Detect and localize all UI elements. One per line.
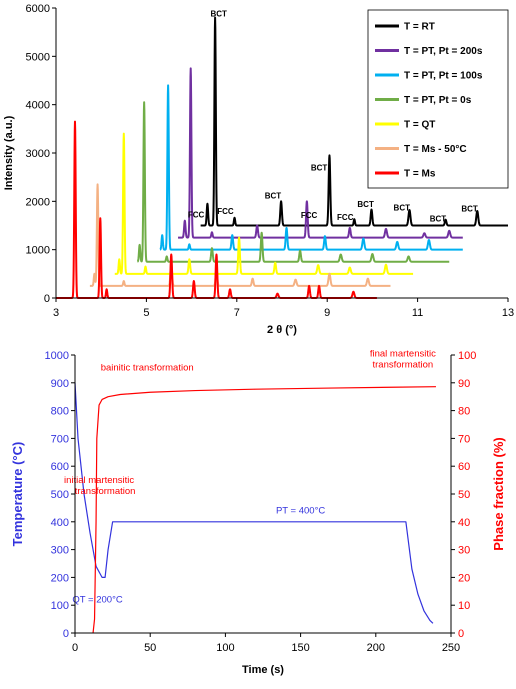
ht-right-tick-label: 40 bbox=[458, 516, 471, 529]
ht-right-axis-label: Phase fraction (%) bbox=[491, 437, 506, 551]
ht-right-tick-label: 100 bbox=[458, 350, 477, 362]
ht-x-tick-label: 0 bbox=[71, 642, 79, 654]
ht-right-tick-label: 80 bbox=[458, 405, 471, 418]
ht-right-tick-label: 20 bbox=[458, 572, 471, 585]
xrd-peak-label: BCT bbox=[310, 163, 328, 173]
ht-left-tick-label: 400 bbox=[50, 516, 69, 529]
xrd-y-ticks bbox=[26, 3, 56, 305]
ht-left-axis-label: Temperature (°C) bbox=[10, 441, 25, 547]
legend-label: T = PT, Pt = 0s bbox=[404, 95, 472, 106]
ht-left-tick-label: 200 bbox=[50, 572, 69, 585]
ht-right-ticks bbox=[451, 350, 476, 640]
ht-annotation: PT = 400°C bbox=[275, 505, 326, 517]
xrd-x-tick-label: 11 bbox=[411, 307, 424, 319]
legend-label: T = QT bbox=[404, 119, 436, 131]
xrd-y-tick-label: 3000 bbox=[25, 148, 50, 160]
xrd-x-tick-label: 3 bbox=[52, 307, 60, 319]
xrd-x-ticks bbox=[53, 298, 514, 319]
xrd-y-tick-label: 0 bbox=[43, 293, 50, 305]
ht-left-tick-label: 300 bbox=[50, 544, 69, 557]
ht-left-tick-label: 0 bbox=[62, 628, 69, 640]
xrd-x-tick-label: 9 bbox=[324, 307, 331, 319]
ht-x-tick-label: 150 bbox=[291, 642, 310, 654]
xrd-peak-label: BCT bbox=[429, 214, 447, 224]
legend-label: T = Ms - 50°C bbox=[404, 144, 467, 155]
ht-x-tick-label: 100 bbox=[216, 642, 235, 654]
ht-left-tick-label: 1000 bbox=[44, 350, 69, 362]
ht-x-ticks bbox=[72, 633, 460, 654]
xrd-peak-label: FCC bbox=[300, 210, 318, 220]
xrd-peak-label: BCT bbox=[210, 9, 227, 19]
xrd-peak-label: BCT bbox=[461, 204, 478, 214]
ht-x-tick-label: 250 bbox=[441, 642, 461, 654]
ht-right-tick-label: 70 bbox=[458, 433, 471, 446]
legend-label: T = PT, Pt = 100s bbox=[404, 70, 483, 82]
ht-annotation: initial martensitic bbox=[63, 474, 135, 486]
xrd-y-tick-label: 5000 bbox=[25, 51, 50, 64]
ht-left-tick-label: 800 bbox=[50, 405, 69, 418]
ht-right-tick-label: 60 bbox=[458, 461, 471, 474]
ht-annotation: QT = 200°C bbox=[72, 594, 123, 606]
xrd-y-axis-label: Intensity (a.u.) bbox=[3, 115, 15, 191]
xrd-peak-label: FCC bbox=[337, 213, 354, 223]
ht-annotation: transformation bbox=[74, 486, 136, 497]
ht-annotation: bainitic transformation bbox=[100, 362, 194, 374]
xrd-y-tick-label: 6000 bbox=[25, 3, 50, 15]
heat-treatment-series-group bbox=[75, 383, 436, 633]
xrd-y-tick-label: 4000 bbox=[25, 99, 50, 112]
xrd-legend bbox=[368, 10, 508, 188]
xrd-peak-label: BCT bbox=[357, 200, 374, 210]
ht-left-tick-label: 700 bbox=[50, 433, 69, 446]
ht-left-tick-label: 600 bbox=[50, 461, 69, 474]
ht-x-tick-label: 200 bbox=[366, 642, 385, 654]
ht-right-tick-label: 90 bbox=[458, 377, 471, 390]
xrd-chart bbox=[3, 3, 514, 336]
xrd-peak-label: FCC bbox=[187, 210, 205, 220]
ht-right-tick-label: 30 bbox=[458, 544, 471, 557]
phase-fraction-line bbox=[93, 387, 436, 633]
xrd-peak-label: FCC bbox=[217, 206, 234, 216]
heat-treatment-chart bbox=[10, 348, 506, 676]
legend-label: T = PT, Pt = 200s bbox=[404, 46, 483, 57]
ht-right-tick-label: 0 bbox=[458, 628, 465, 640]
xrd-y-tick-label: 1000 bbox=[25, 244, 50, 257]
ht-annotation: final martensitic bbox=[369, 348, 436, 360]
legend-label: T = RT bbox=[404, 21, 435, 33]
ht-x-tick-label: 50 bbox=[144, 642, 157, 654]
ht-left-tick-label: 500 bbox=[50, 489, 69, 501]
xrd-peak-label: BCT bbox=[393, 203, 411, 213]
ht-left-tick-label: 100 bbox=[50, 600, 69, 613]
ht-left-ticks bbox=[45, 350, 75, 640]
xrd-peak-label: BCT bbox=[264, 191, 282, 201]
xrd-x-tick-label: 13 bbox=[501, 307, 515, 319]
xrd-x-tick-label: 5 bbox=[143, 307, 150, 319]
xrd-y-tick-label: 2000 bbox=[25, 196, 50, 209]
ht-x-axis-label: Time (s) bbox=[242, 664, 284, 676]
ht-annotation: transformation bbox=[372, 359, 434, 371]
xrd-x-axis-label: 2 θ (°) bbox=[267, 324, 297, 336]
ht-left-tick-label: 900 bbox=[50, 377, 69, 390]
temperature-line bbox=[75, 383, 433, 623]
ht-right-tick-label: 10 bbox=[458, 600, 471, 613]
legend-label: T = Ms bbox=[404, 168, 436, 180]
ht-right-tick-label: 50 bbox=[458, 489, 471, 501]
xrd-x-tick-label: 7 bbox=[233, 307, 240, 319]
